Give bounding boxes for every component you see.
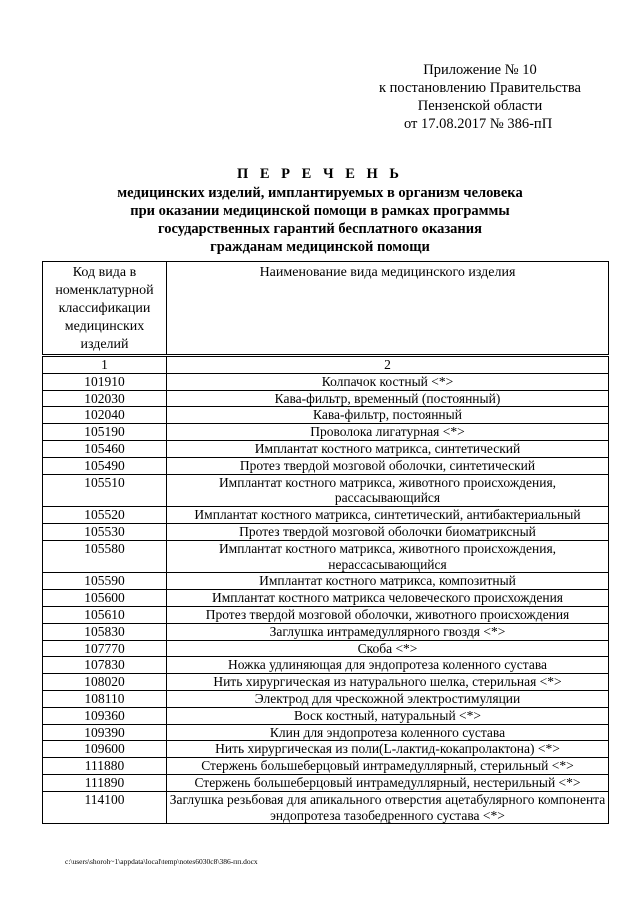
row-name: Заглушка интрамедуллярного гвоздя <*> xyxy=(167,623,609,640)
row-name: Заглушка резьбовая для апикального отверстия ацетабулярного компонента эндопротеза тазобедренного сустава <*> xyxy=(167,791,609,824)
row-code: 105610 xyxy=(43,606,167,623)
row-name: Проволока лигатурная <*> xyxy=(167,424,609,441)
row-code: 105530 xyxy=(43,523,167,540)
column-header-name: Наименование вида медицинского изделия xyxy=(167,262,609,356)
row-name: Протез твердой мозговой оболочки, животного происхождения xyxy=(167,606,609,623)
table-row xyxy=(43,606,609,623)
appendix-number: Приложение № 10 xyxy=(423,62,537,78)
row-name: Имплантат костного матрикса, синтетический, антибактериальный xyxy=(167,507,609,524)
row-name: Протез твердой мозговой оболочки, синтетический xyxy=(167,457,609,474)
row-name: Воск костный, натуральный <*> xyxy=(167,707,609,724)
row-name: Имплантат костного матрикса человеческого происхождения xyxy=(167,590,609,607)
column-number-2: 2 xyxy=(167,356,609,374)
row-code: 105520 xyxy=(43,507,167,524)
row-name: Имплантат костного матрикса, животного происхождения, нерассасывающийся xyxy=(167,540,609,573)
table-header-row xyxy=(43,262,609,356)
row-name: Стержень большеберцовый интрамедуллярный, нестерильный <*> xyxy=(167,774,609,791)
row-code: 105510 xyxy=(43,474,167,507)
row-code: 101910 xyxy=(43,373,167,390)
row-name: Стержень большеберцовый интрамедуллярный, стерильный <*> xyxy=(167,758,609,775)
table-row xyxy=(43,758,609,775)
appendix-resolution: к постановлению Правительства xyxy=(379,80,581,96)
document-heading xyxy=(60,165,580,256)
table-row xyxy=(43,457,609,474)
table-row xyxy=(43,390,609,407)
row-code: 105580 xyxy=(43,540,167,573)
table-row xyxy=(43,507,609,524)
row-code: 108020 xyxy=(43,674,167,691)
heading-line-1: медицинских изделий, имплантируемых в организм человека xyxy=(117,185,523,201)
table-row xyxy=(43,540,609,573)
table-row xyxy=(43,774,609,791)
row-name: Нить хирургическая из натурального шелка, стерильная <*> xyxy=(167,674,609,691)
table-row xyxy=(43,690,609,707)
row-code: 107770 xyxy=(43,640,167,657)
table-row xyxy=(43,623,609,640)
row-name: Электрод для чрескожной электростимуляции xyxy=(167,690,609,707)
table-row xyxy=(43,724,609,741)
table-row xyxy=(43,791,609,824)
row-code: 109390 xyxy=(43,724,167,741)
row-code: 102040 xyxy=(43,407,167,424)
row-name: Клин для эндопротеза коленного сустава xyxy=(167,724,609,741)
table-row xyxy=(43,674,609,691)
table-row xyxy=(43,657,609,674)
column-header-code: Код вида в номенклатурной классификации медицинских изделий xyxy=(43,262,167,356)
row-name: Нить хирургическая из поли(L-лактид-кокапролактона) <*> xyxy=(167,741,609,758)
appendix-date: от 17.08.2017 № 386-пП xyxy=(404,116,553,132)
row-code: 109600 xyxy=(43,741,167,758)
row-code: 105460 xyxy=(43,440,167,457)
row-name: Имплантат костного матрикса, синтетический xyxy=(167,440,609,457)
table-row xyxy=(43,373,609,390)
row-code: 105490 xyxy=(43,457,167,474)
row-code: 105600 xyxy=(43,590,167,607)
column-number-1: 1 xyxy=(43,356,167,374)
row-code: 111890 xyxy=(43,774,167,791)
row-name: Протез твердой мозговой оболочки биоматриксный xyxy=(167,523,609,540)
row-code: 109360 xyxy=(43,707,167,724)
row-name: Скоба <*> xyxy=(167,640,609,657)
heading-line-2: при оказании медицинской помощи в рамках программы xyxy=(130,203,510,219)
row-name: Имплантат костного матрикса, животного происхождения, рассасывающийся xyxy=(167,474,609,507)
table-row xyxy=(43,590,609,607)
row-name: Кава-фильтр, постоянный xyxy=(167,407,609,424)
heading-line-3: государственных гарантий бесплатного оказания xyxy=(158,221,482,237)
implant-table xyxy=(42,261,609,824)
row-code: 107830 xyxy=(43,657,167,674)
file-path-footer: c:\users\shoroh~1\appdata\local\temp\notes6030c8\386-пп.docx xyxy=(65,857,258,866)
table-row xyxy=(43,573,609,590)
table-row xyxy=(43,707,609,724)
row-code: 102030 xyxy=(43,390,167,407)
row-code: 105830 xyxy=(43,623,167,640)
row-code: 105590 xyxy=(43,573,167,590)
table-row xyxy=(43,640,609,657)
heading-line-4: гражданам медицинской помощи xyxy=(210,239,430,255)
row-code: 114100 xyxy=(43,791,167,824)
row-name: Ножка удлиняющая для эндопротеза коленного сустава xyxy=(167,657,609,674)
table-row xyxy=(43,741,609,758)
row-name: Имплантат костного матрикса, композитный xyxy=(167,573,609,590)
column-number-row xyxy=(43,356,609,374)
row-name: Кава-фильтр, временный (постоянный) xyxy=(167,390,609,407)
appendix-block xyxy=(360,61,600,133)
row-code: 105190 xyxy=(43,424,167,441)
row-code: 111880 xyxy=(43,758,167,775)
row-code: 108110 xyxy=(43,690,167,707)
table-row xyxy=(43,474,609,507)
table-row xyxy=(43,407,609,424)
table-row xyxy=(43,424,609,441)
table-row xyxy=(43,440,609,457)
row-name: Колпачок костный <*> xyxy=(167,373,609,390)
table-row xyxy=(43,523,609,540)
appendix-region: Пензенской области xyxy=(417,98,543,114)
document-title: П Е Р Е Ч Е Н Ь xyxy=(236,166,404,182)
